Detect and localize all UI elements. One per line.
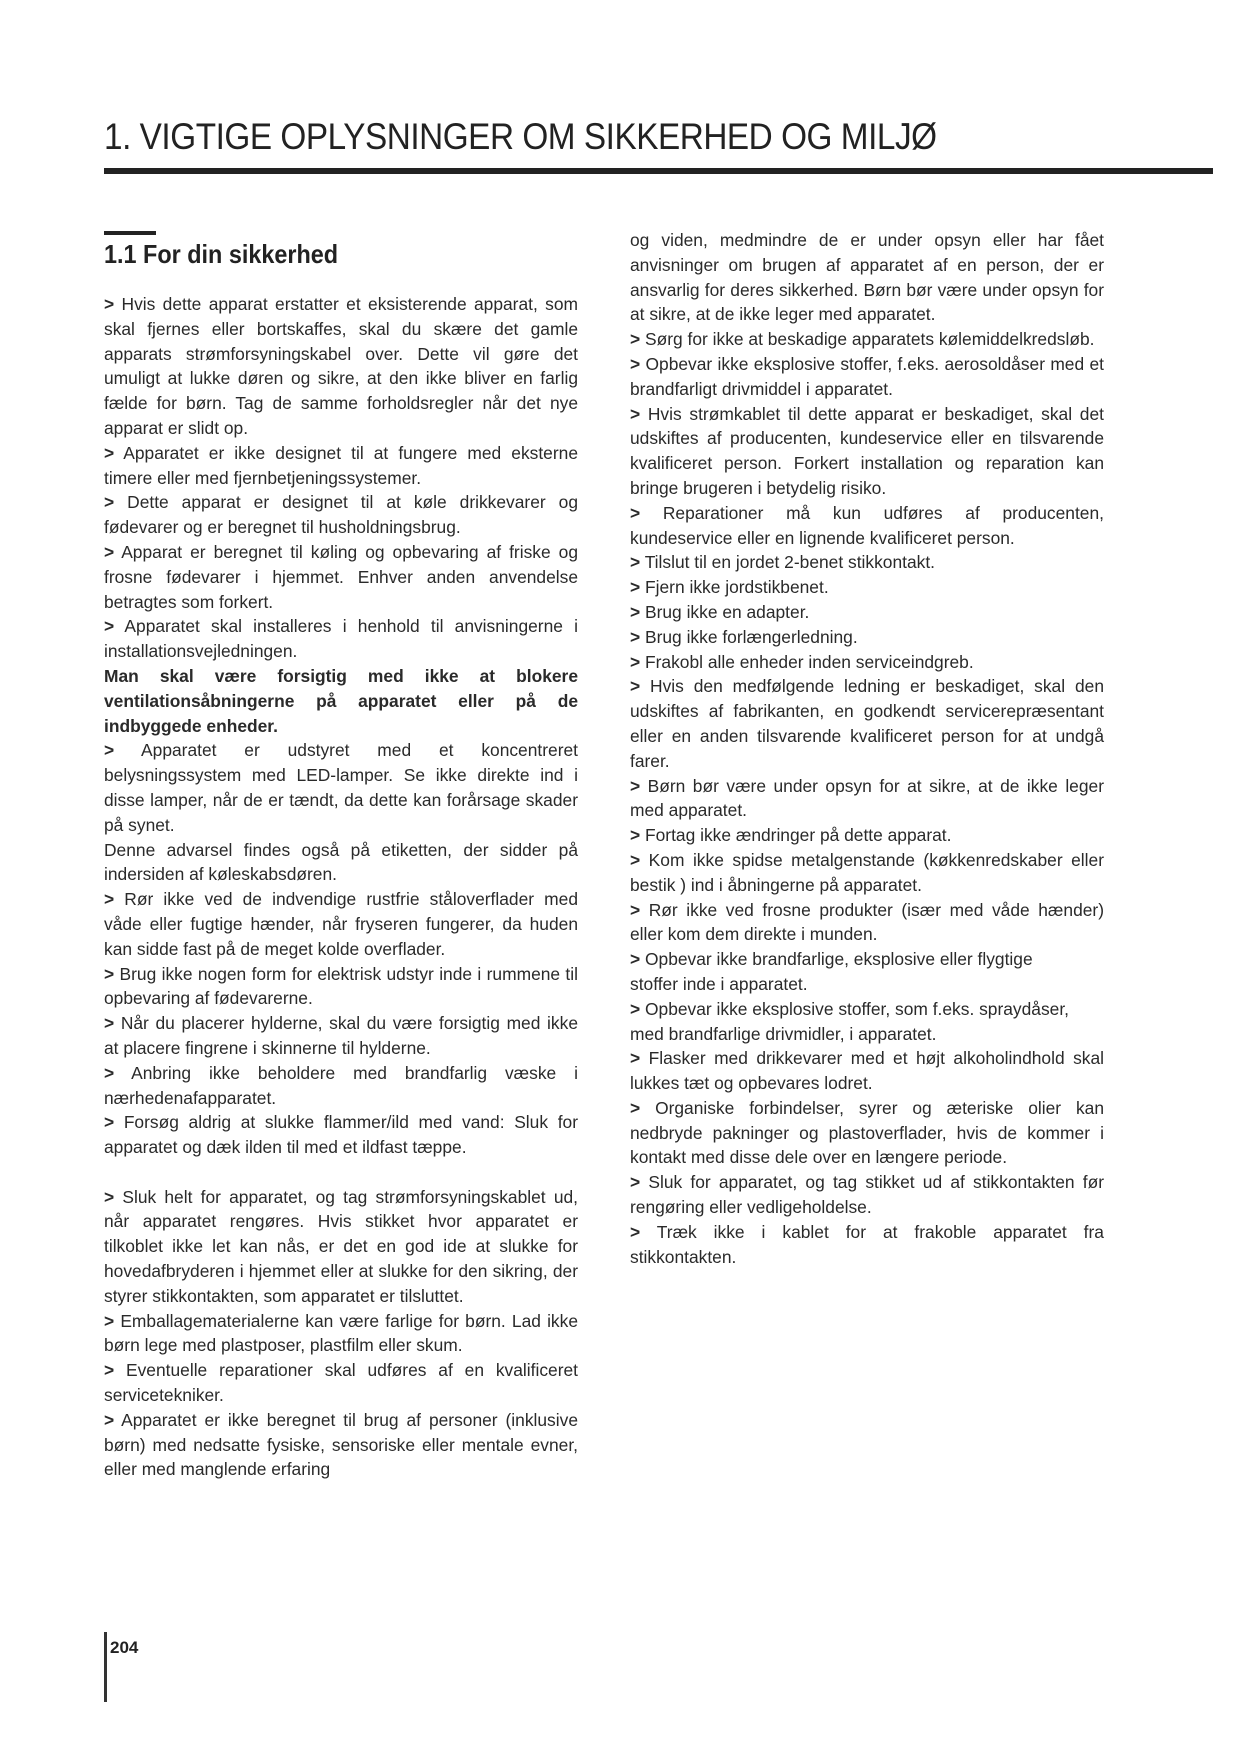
safety-item	[104, 1061, 578, 1111]
bullet-arrow-icon: >	[630, 626, 641, 647]
safety-item-text: Brug ikke forlængerledning.	[645, 626, 858, 647]
safety-item	[630, 947, 1104, 972]
safety-item	[104, 664, 578, 738]
safety-item-text: Apparatet er ikke beregnet til brug af personer (inklusive børn) med nedsatte fysiske, sensoriske eller mentale evner, eller med manglende erfaring	[104, 1409, 578, 1480]
safety-item-text: Opbevar ikke eksplosive stoffer, som f.eks. spraydåser,	[645, 998, 1070, 1019]
safety-item-text: Denne advarsel findes også på etiketten, der sidder på indersiden af køleskabsdøren.	[104, 839, 578, 885]
bullet-arrow-icon: >	[630, 998, 641, 1019]
safety-item	[630, 402, 1104, 501]
safety-item	[104, 1408, 578, 1482]
safety-item	[630, 1096, 1104, 1170]
safety-item-text: Hvis dette apparat erstatter et eksisterende apparat, som skal fjernes eller bortskaffes, skal du skære det gamle apparats strømforsyningskabel over. Dette vil gøre det umuligt at lukke døren og sikre, at den ikke bliver en farlig fælde for børn. Tag de samme forholdsregler når det nye apparat er slidt op.	[104, 294, 578, 438]
safety-item-text: Træk ikke i kablet for at frakoble apparatet fra stikkontakten.	[630, 1221, 1104, 1267]
safety-item	[630, 898, 1104, 948]
safety-item	[104, 1011, 578, 1061]
bullet-arrow-icon: >	[630, 329, 641, 350]
safety-item-text: Når du placerer hylderne, skal du være forsigtig med ikke at placere fingrene i skinnerne til hylderne.	[104, 1013, 578, 1058]
bullet-arrow-icon: >	[630, 775, 641, 796]
safety-item	[630, 600, 1104, 625]
safety-item	[104, 887, 578, 961]
left-column	[104, 292, 578, 1482]
bullet-arrow-icon: >	[630, 353, 641, 374]
section-title: 1.1 For din sikkerhed	[104, 239, 339, 269]
bullet-arrow-icon: >	[104, 492, 115, 513]
safety-item-text: Eventuelle reparationer skal udføres af en kvalificeret servicetekniker.	[104, 1360, 578, 1406]
safety-item	[630, 228, 1104, 327]
safety-item	[104, 540, 578, 614]
bullet-arrow-icon: >	[104, 442, 115, 463]
safety-item-text: Hvis strømkablet til dette apparat er beskadiget, skal det udskiftes af producenten, kundeservice eller en tilsvarende kvalificeret person. Forkert installation og reparation kan bringe brugeren i betydelig risiko.	[630, 403, 1104, 498]
safety-item	[630, 550, 1104, 575]
bullet-arrow-icon: >	[630, 676, 641, 697]
bullet-arrow-icon: >	[630, 1048, 641, 1069]
bullet-arrow-icon: >	[104, 1013, 115, 1034]
safety-item-text: Apparatet er udstyret med et koncentreret belysningssystem med LED-lamper. Se ikke direkte ind i disse lamper, når de er tændt, da dette kan forårsage skader på synet.	[104, 740, 578, 835]
bullet-arrow-icon: >	[104, 889, 115, 910]
title-rule	[104, 168, 1213, 174]
safety-item-text: Opbevar ikke brandfarlige, eksplosive eller flygtige	[645, 949, 1033, 970]
bullet-arrow-icon: >	[630, 651, 641, 672]
bullet-arrow-icon: >	[104, 616, 115, 637]
safety-item	[630, 848, 1104, 898]
safety-item	[104, 292, 578, 441]
bullet-arrow-icon: >	[630, 1097, 641, 1118]
safety-item-text: Reparationer må kun udføres af producenten, kundeservice eller en lignende kvalificeret person.	[630, 502, 1104, 548]
bullet-arrow-icon: >	[630, 552, 641, 573]
bullet-arrow-icon: >	[630, 1221, 641, 1242]
safety-item-text: Rør ikke ved frosne produkter (især med våde hænder) eller kom dem direkte i munden.	[630, 899, 1104, 945]
safety-item	[630, 625, 1104, 650]
safety-item-text: med brandfarlige drivmidler, i apparatet.	[630, 1023, 937, 1044]
bullet-arrow-icon: >	[630, 825, 641, 846]
bullet-arrow-icon: >	[630, 899, 641, 920]
safety-item-text: Børn bør være under opsyn for at sikre, at de ikke leger med apparatet.	[630, 775, 1104, 821]
safety-item	[104, 1110, 578, 1160]
safety-item	[630, 1170, 1104, 1220]
safety-item-text: Emballagematerialerne kan være farlige for børn. Lad ikke børn lege med plastposer, plastfilm eller skum.	[104, 1310, 578, 1356]
safety-item	[630, 1220, 1104, 1270]
bullet-arrow-icon: >	[104, 963, 115, 984]
bullet-arrow-icon: >	[630, 601, 641, 622]
bullet-arrow-icon: >	[630, 1172, 641, 1193]
bullet-arrow-icon: >	[630, 502, 641, 523]
bullet-arrow-icon: >	[104, 1409, 115, 1430]
safety-item-text: Flasker med drikkevarer med et højt alkoholindhold skal lukkes tæt og opbevares lodret.	[630, 1048, 1104, 1094]
safety-item	[630, 650, 1104, 675]
safety-item-text: Sørg for ikke at beskadige apparatets kølemiddelkredsløb.	[645, 329, 1095, 350]
safety-item	[630, 501, 1104, 551]
chapter-title: 1. VIGTIGE OPLYSNINGER OM SIKKERHED OG MILJØ	[104, 116, 937, 157]
safety-item-text: Opbevar ikke eksplosive stoffer, f.eks. aerosoldåser med et brandfarligt drivmiddel i apparatet.	[630, 353, 1104, 399]
page-number-bar	[104, 1632, 107, 1702]
safety-item-text: Brug ikke nogen form for elektrisk udstyr inde i rummene til opbevaring af fødevarerne.	[104, 963, 578, 1009]
bullet-arrow-icon: >	[104, 1360, 115, 1381]
safety-item-text: Rør ikke ved de indvendige rustfrie ståloverflader med våde eller fugtige hænder, når fryseren fungerer, da huden kan sidde fast på de meget kolde overflader.	[104, 889, 578, 959]
safety-item	[104, 962, 578, 1012]
safety-item-text: Man skal være forsigtig med ikke at blokere ventilationsåbningerne på apparatet eller på de indbyggede enheder.	[104, 665, 578, 736]
safety-item-text: Hvis den medfølgende ledning er beskadiget, skal den udskiftes af fabrikanten, en godkendt servicerepræsentant eller en anden tilsvarende kvalificeret person for at undgå farer.	[630, 676, 1104, 771]
right-column	[630, 228, 1104, 1269]
safety-item-text: Organiske forbindelser, syrer og æteriske olier kan nedbryde pakninger og plastoverflader, hvis de kommer i kontakt med disse dele over en længere periode.	[630, 1097, 1104, 1168]
safety-item-text: Sluk helt for apparatet, og tag strømforsyningskablet ud, når apparatet rengøres. Hvis stikket hvor apparatet er tilkoblet ikke let kan nås, er det en god ide at slukke for hovedafbryderen i hjemmet eller at slukke for den sikring, der styrer stikkontakten, som apparatet er tilsluttet.	[104, 1186, 578, 1306]
safety-item	[104, 1185, 578, 1309]
safety-item	[630, 352, 1104, 402]
safety-item-text: Kom ikke spidse metalgenstande (køkkenredskaber eller bestik ) ind i åbningerne på apparatet.	[630, 849, 1104, 895]
bullet-arrow-icon: >	[104, 1186, 115, 1207]
bullet-arrow-icon: >	[104, 1310, 115, 1331]
safety-item	[630, 774, 1104, 824]
safety-item-text: Brug ikke en adapter.	[645, 601, 810, 622]
safety-item	[630, 327, 1104, 352]
safety-item-text: Frakobl alle enheder inden serviceindgreb.	[645, 651, 974, 672]
safety-item	[630, 823, 1104, 848]
safety-item	[104, 738, 578, 837]
safety-item	[104, 1358, 578, 1408]
safety-item	[630, 1046, 1104, 1096]
safety-item	[630, 972, 1104, 997]
safety-item-text: Tilslut til en jordet 2-benet stikkontakt.	[644, 552, 935, 573]
safety-item	[630, 997, 1104, 1022]
bullet-arrow-icon: >	[630, 403, 641, 424]
safety-item-text: Fjern ikke jordstikbenet.	[645, 577, 829, 598]
safety-item-text: Forsøg aldrig at slukke flammer/ild med vand: Sluk for apparatet og dæk ilden til med et ildfast tæppe.	[104, 1112, 578, 1158]
bullet-arrow-icon: >	[104, 294, 115, 314]
safety-item-text: Apparat er beregnet til køling og opbevaring af friske og frosne fødevarer i hjemmet. Enhver anden anvendelse betragtes som forkert.	[104, 541, 578, 612]
safety-item-text: Sluk for apparatet, og tag stikket ud af stikkontakten før rengøring eller vedligeholdelse.	[630, 1172, 1104, 1218]
safety-item-text: Fortag ikke ændringer på dette apparat.	[645, 825, 952, 846]
safety-item	[630, 674, 1104, 773]
safety-item	[104, 838, 578, 888]
safety-item-text: Apparatet er ikke designet til at fungere med eksterne timere eller med fjernbetjeningssystemer.	[104, 442, 578, 488]
safety-item-text: Apparatet skal installeres i henhold til anvisningerne i installationsvejledningen.	[104, 616, 579, 662]
bullet-arrow-icon: >	[104, 1062, 115, 1083]
bullet-arrow-icon: >	[630, 849, 641, 870]
safety-item	[630, 575, 1104, 600]
bullet-arrow-icon: >	[630, 577, 641, 598]
bullet-arrow-icon: >	[630, 949, 641, 970]
safety-item-text: Dette apparat er designet til at køle drikkevarer og fødevarer og er beregnet til husholdningsbrug.	[104, 492, 578, 538]
bullet-arrow-icon: >	[104, 740, 115, 761]
safety-item	[104, 1309, 578, 1359]
safety-item-text: og viden, medmindre de er under opsyn eller har fået anvisninger om brugen af apparatet af en person, der er ansvarlig for deres sikkerhed. Børn bør være under opsyn for at sikre, at de ikke leger med apparatet.	[630, 230, 1104, 325]
safety-item	[104, 614, 578, 664]
safety-item	[104, 441, 578, 491]
safety-item-text: stoffer inde i apparatet.	[630, 973, 808, 994]
safety-item	[630, 1022, 1104, 1047]
safety-item	[104, 490, 578, 540]
section-accent-bar	[104, 231, 156, 235]
bullet-arrow-icon: >	[104, 541, 115, 562]
bullet-arrow-icon: >	[104, 1112, 115, 1133]
safety-item-text: Anbring ikke beholdere med brandfarlig væske i nærhedenafapparatet.	[104, 1062, 578, 1108]
page-number: 204	[110, 1638, 139, 1657]
